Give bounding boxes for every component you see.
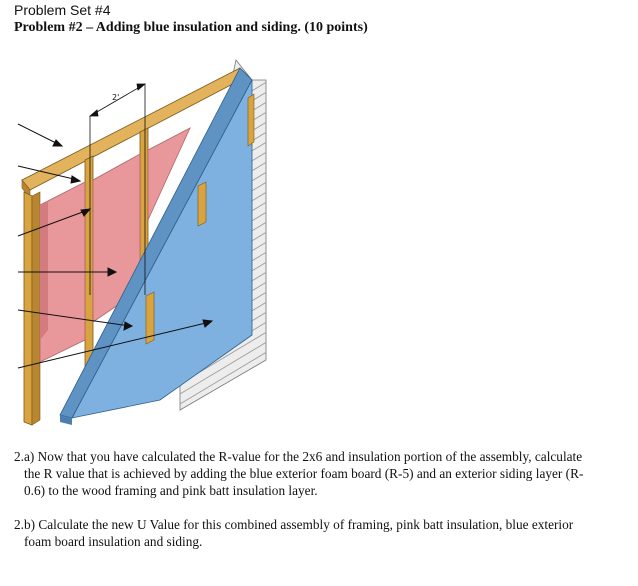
problem-set-title: Problem Set #4 [14,2,111,18]
question-2b [14,516,626,550]
problem-title: Problem #2 – Adding blue insulation and siding. (10 points) [14,20,368,35]
question-2a-line3: 0.6) to the wood framing and pink batt insulation layer. [24,483,318,498]
question-2a-line2: the R value that is achieved by adding the blue exterior foam board (R-5) and an exterior siding layer (R- [24,466,584,481]
spacing-label: 2' [112,93,120,102]
question-2b-line2: foam board insulation and siding. [24,534,203,549]
question-2b-line1: 2.b) Calculate the new U Value for this combined assembly of framing, pink batt insulation, blue exterior [14,517,574,532]
question-2a [14,448,626,499]
question-2a-line1: 2.a) Now that you have calculated the R-value for the 2x6 and insulation portion of the assembly, calculate [14,449,583,464]
wall-assembly-diagram [0,40,300,440]
